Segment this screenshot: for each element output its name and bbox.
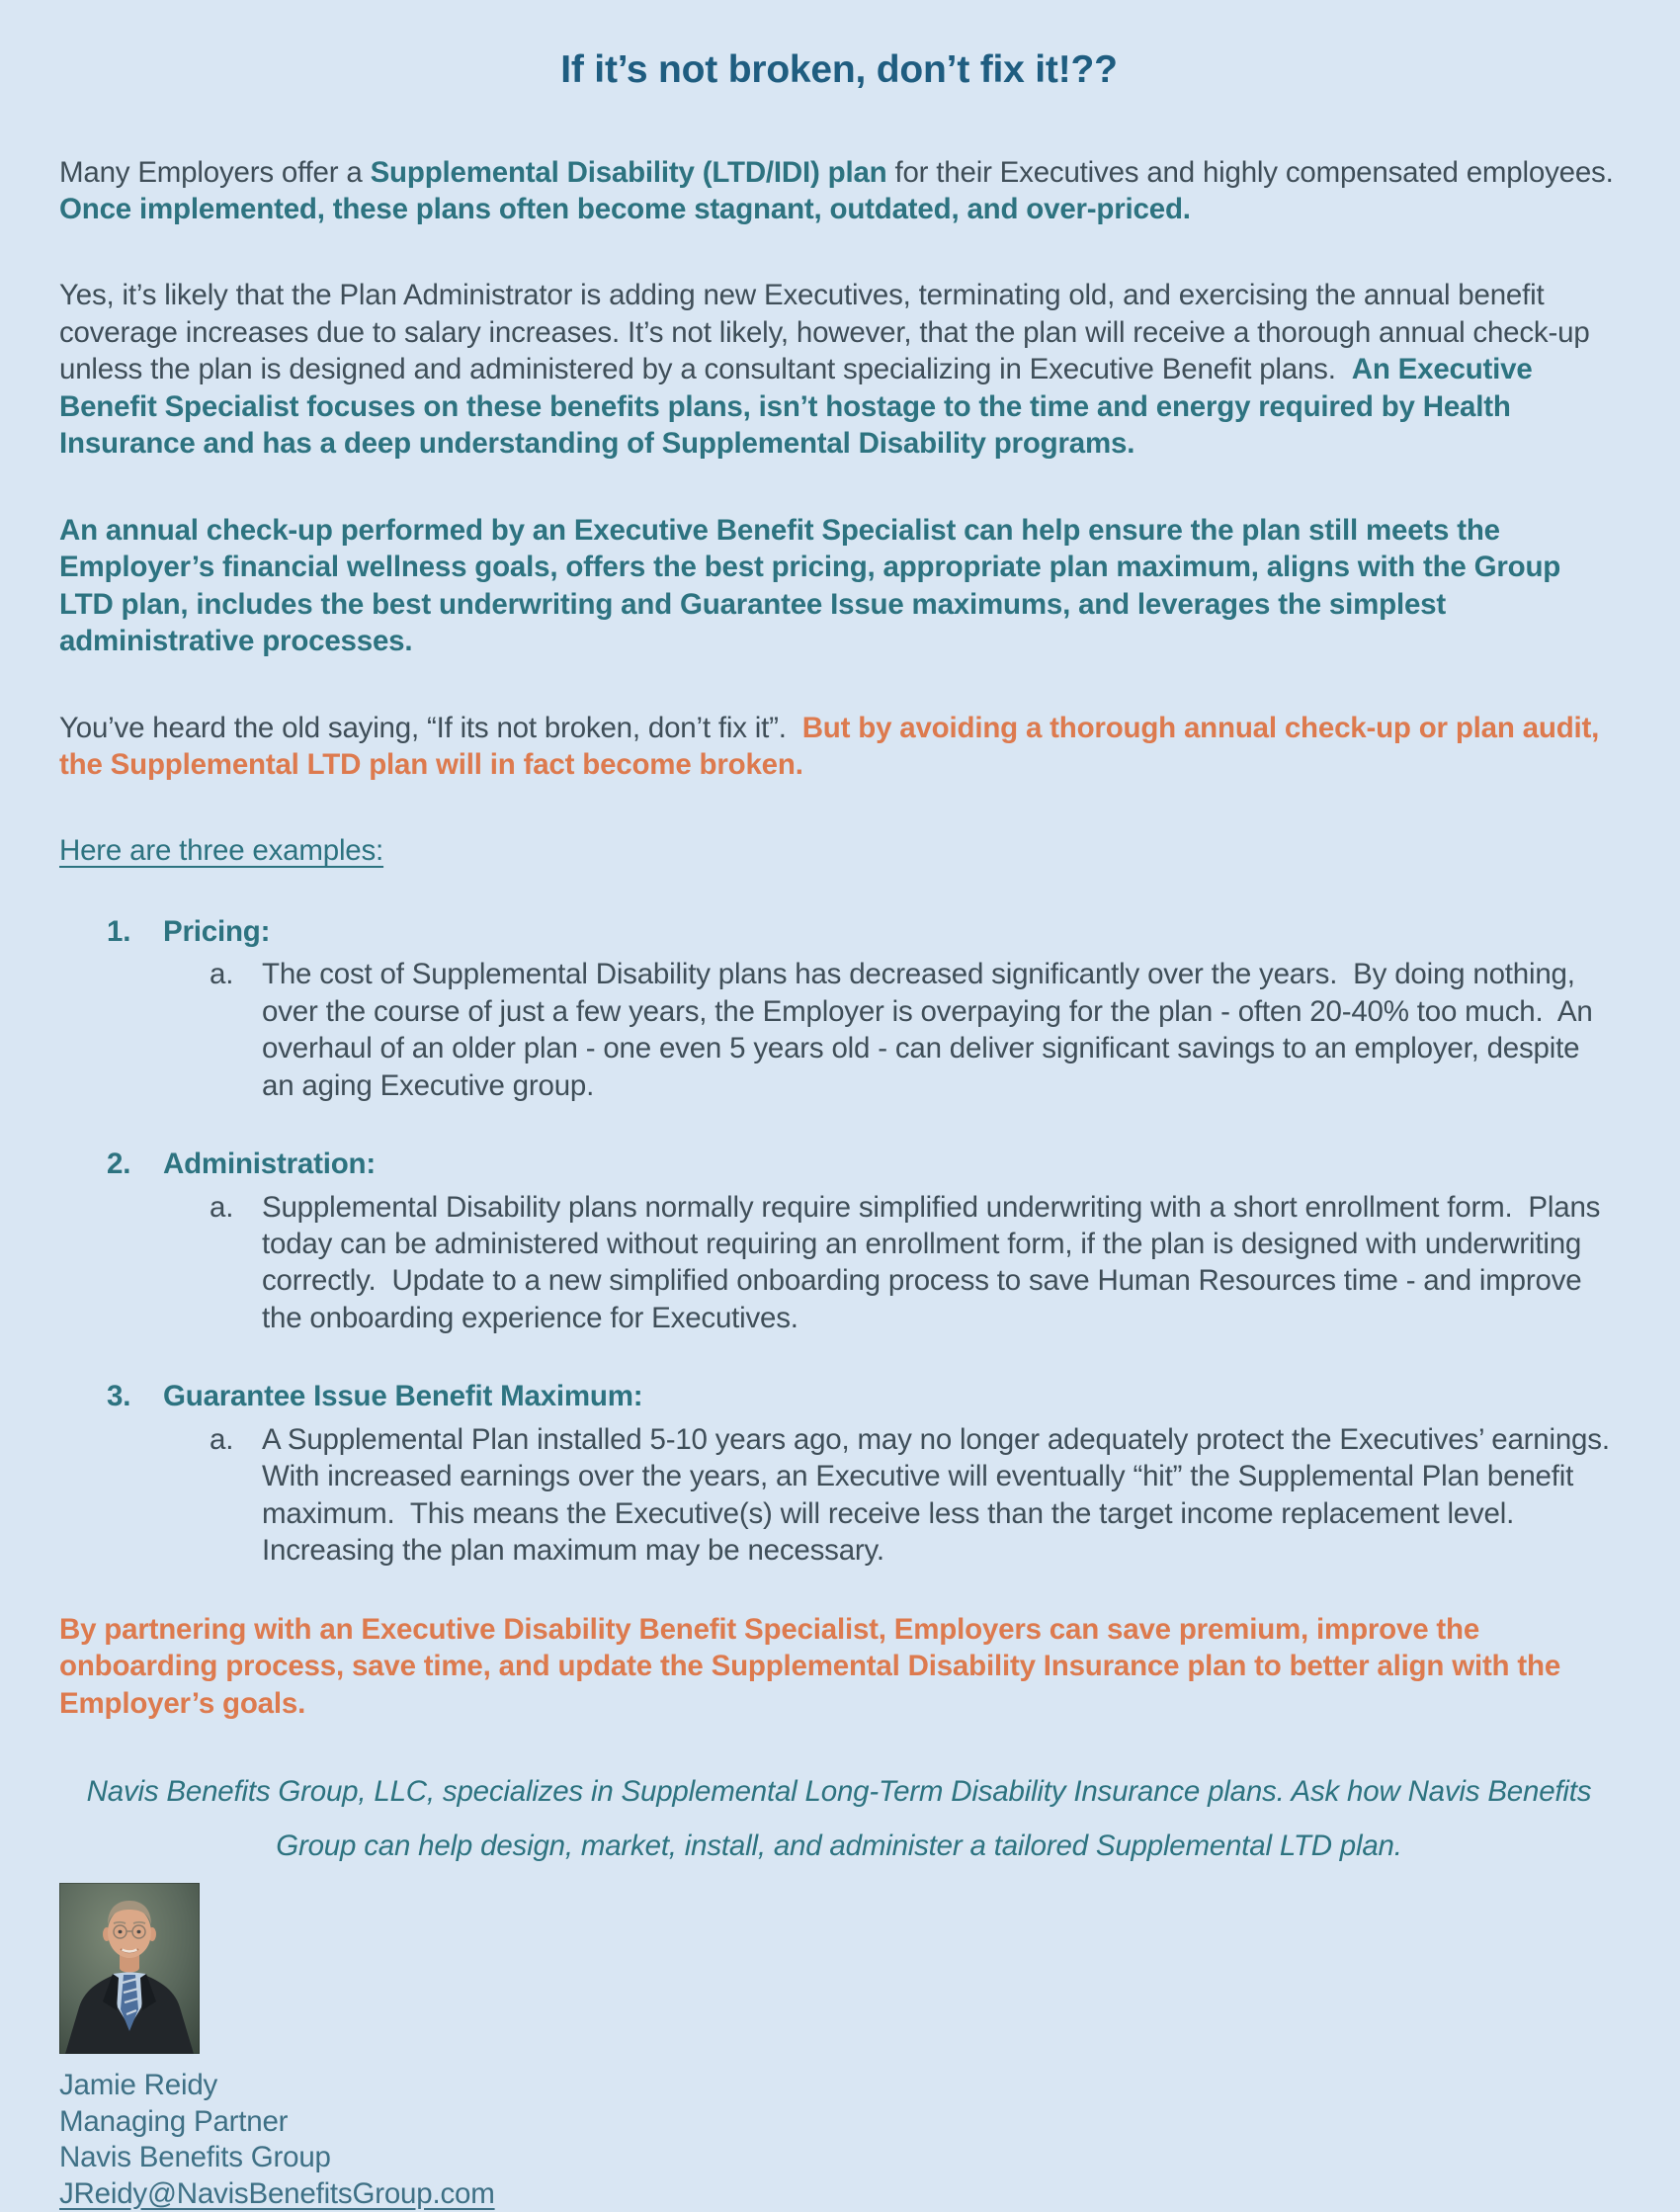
example-2-head — [59, 1146, 1619, 1182]
example-item-administration — [59, 1146, 1619, 1336]
intro-paragraph — [59, 154, 1630, 228]
signature-company: Navis Benefits Group — [59, 2141, 331, 2174]
example-1-number: 1. — [107, 914, 131, 948]
example-2-text: Supplemental Disability plans normally require simplified underwriting with a short enrollment form. Plans today can be administered without requiring an enrollment form, if the plan is designed with underwriting correctly. Update to a new simplified onboarding process to save Human Resources time - and improve the onboarding experience for Executives. — [262, 1190, 1609, 1334]
closing-paragraph: By partnering with an Executive Disability Benefit Specialist, Employers can save premium, improve the onboarding process, save time, and update the Supplemental Disability Insurance plan to better align with the Employer’s goals. — [59, 1612, 1569, 1720]
annual-checkup-paragraph — [59, 512, 1619, 660]
intro-rest-text: for their Executives and highly compensated employees. — [886, 155, 1630, 189]
company-tagline: Navis Benefits Group, LLC, specializes in Supplemental Long-Term Disability Insurance plans. Ask how Navis Benefits Group can help design, market, install, and administer a tailored Supplemental LTD plan. — [86, 1775, 1592, 1862]
plan-admin-highlight-text: An Executive Benefit Specialist focuses on these benefits plans, isn’t hostage to the time and energy required by Health Insurance and has a deep understanding of Supplemental Disability programs. — [59, 353, 1541, 461]
example-1-body — [59, 956, 1619, 1104]
example-2-body — [59, 1189, 1619, 1337]
example-3-body — [59, 1421, 1626, 1570]
example-3-label: Guarantee Issue Benefit Maximum: — [163, 1380, 643, 1413]
example-1-head — [59, 913, 1619, 950]
email-link[interactable]: JReidy@NavisBenefitsGroup.com — [59, 2176, 495, 2210]
plan-admin-body-text: Yes, it’s likely that the Plan Administrator is adding new Executives, terminating old, and exercising the annual benefit coverage increases due to salary increases. It’s not likely, however, that the plan will receive a thorough annual check-up unless the plan is designed and administered by a consultant specializing in Executive Benefit plans. — [59, 279, 1598, 386]
intro-warning-text: Once implemented, these plans often become stagnant, outdated, and over-priced. — [59, 192, 1191, 225]
example-3-text: A Supplemental Plan installed 5-10 years ago, may no longer adequately protect the Executives’ earnings. With increased earnings over the years, an Executive will eventually “hit” the Supplemental Plan benefit maximum. This means the Executive(s) will receive less than the target income replacement level. Increasing the plan maximum may be necessary. — [262, 1422, 1626, 1568]
example-2-label: Administration: — [163, 1148, 376, 1181]
example-1-letter: a. — [210, 958, 234, 991]
signature-role: Managing Partner — [59, 2104, 289, 2138]
old-saying-paragraph — [59, 710, 1619, 784]
plan-admin-paragraph — [59, 277, 1619, 462]
example-2-letter: a. — [210, 1190, 234, 1224]
example-2-number: 2. — [107, 1148, 131, 1181]
intro-lead-text: Many Employers offer a — [59, 155, 371, 189]
annual-checkup-text: An annual check-up performed by an Executive Benefit Specialist can help ensure the plan still meets the Employer’s financial wellness goals, offers the best pricing, appropriate plan maximum, aligns with the Group LTD plan, includes the best underwriting and Guarantee Issue maximums, and leverages the simplest administrative processes. — [59, 513, 1569, 658]
example-3-head — [59, 1378, 1619, 1414]
headshot-photo — [59, 1883, 200, 2054]
intro-plan-highlight: Supplemental Disability (LTD/IDI) plan — [370, 155, 887, 189]
old-saying-body-text: You’ve heard the old saying, “If its not broken, don’t fix it”. — [59, 711, 802, 744]
old-saying-warning-text: But by avoiding a thorough annual check-up or plan audit, the Supplemental LTD plan will in fact become broken. — [59, 711, 1608, 781]
example-item-pricing — [59, 913, 1619, 1104]
signature-name: Jamie Reidy — [59, 2069, 218, 2102]
example-3-letter: a. — [210, 1422, 234, 1456]
examples-heading: Here are three examples: — [59, 834, 384, 868]
page-title: If it’s not broken, don’t fix it!?? — [560, 48, 1118, 91]
example-item-guarantee-issue — [59, 1378, 1626, 1569]
example-1-label: Pricing: — [163, 914, 271, 948]
signature-block — [59, 1883, 1619, 2212]
example-1-text: The cost of Supplemental Disability plans has decreased significantly over the years. By doing nothing, over the course of just a few years, the Employer is overpaying for the plan - often 20-40% too much. An overhaul of an older plan - one even 5 years old - can deliver significant savings to an employer, despite an aging Executive group. — [262, 958, 1601, 1102]
example-3-number: 3. — [107, 1380, 131, 1413]
